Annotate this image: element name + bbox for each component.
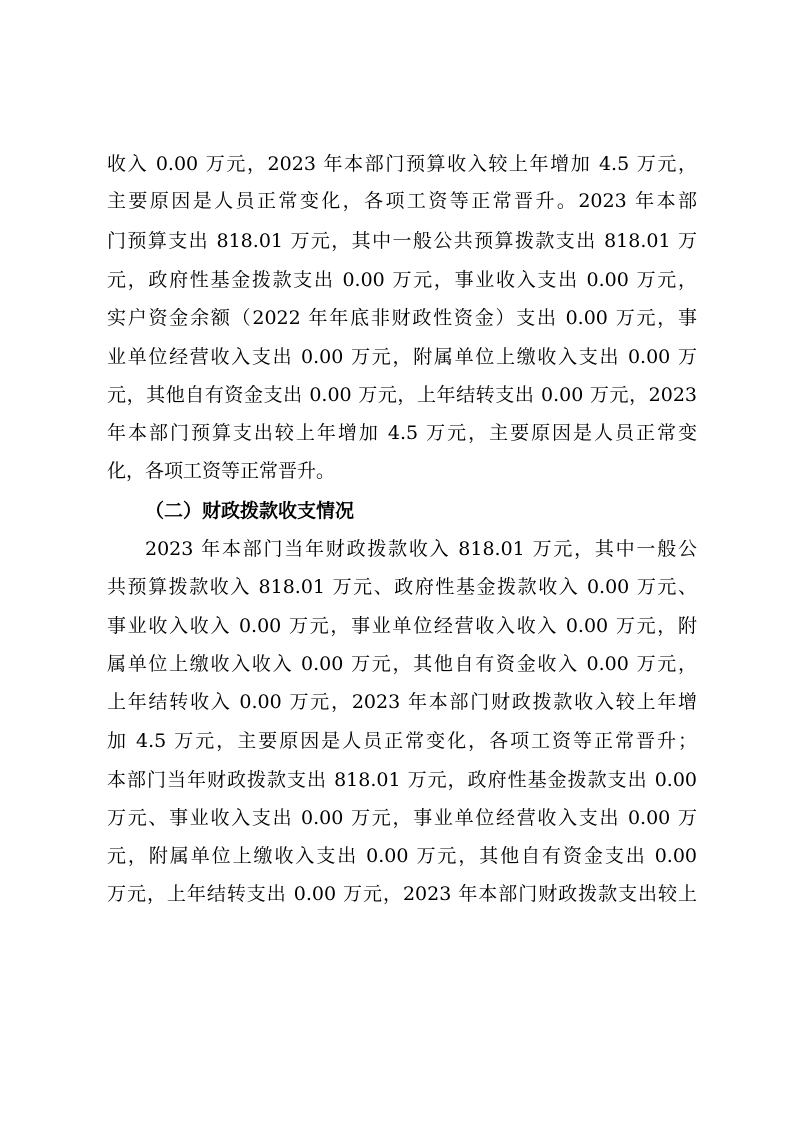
paragraph-1-line: 元，其他自有资金支出 0.00 万元，上年结转支出 0.00 万元，2023 bbox=[107, 384, 697, 406]
paragraph-1-line: 实户资金余额（2022 年年底非财政性资金）支出 0.00 万元，事 bbox=[107, 307, 697, 329]
paragraph-2-line: 上年结转收入 0.00 万元，2023 年本部门财政拨款收入较上年增 bbox=[107, 691, 697, 713]
paragraph-2-line: 元，附属单位上缴收入支出 0.00 万元，其他自有资金支出 0.00 bbox=[107, 845, 697, 867]
section-heading: （二）财政拨款收支情况 bbox=[145, 500, 355, 522]
paragraph-1-line: 门预算支出 818.01 万元，其中一般公共预算拨款支出 818.01 万 bbox=[107, 230, 697, 252]
paragraph-2-line: 加 4.5 万元，主要原因是人员正常变化，各项工资等正常晋升； bbox=[107, 730, 697, 752]
paragraph-2-line: 共预算拨款收入 818.01 万元、政府性基金拨款收入 0.00 万元、 bbox=[107, 576, 697, 598]
paragraph-1-line: 业单位经营收入支出 0.00 万元，附属单位上缴收入支出 0.00 万 bbox=[107, 346, 697, 368]
paragraph-2-line: 事业收入收入 0.00 万元，事业单位经营收入收入 0.00 万元，附 bbox=[107, 615, 697, 637]
paragraph-1-line: 主要原因是人员正常变化，各项工资等正常晋升。2023 年本部 bbox=[107, 190, 697, 212]
paragraph-1-line: 收入 0.00 万元，2023 年本部门预算收入较上年增加 4.5 万元， bbox=[107, 153, 697, 175]
paragraph-1-line: 年本部门预算支出较上年增加 4.5 万元，主要原因是人员正常变 bbox=[107, 422, 697, 444]
paragraph-2-line: 万元，上年结转支出 0.00 万元，2023 年本部门财政拨款支出较上 bbox=[107, 883, 697, 905]
paragraph-1-line: 化，各项工资等正常晋升。 bbox=[107, 460, 336, 482]
paragraph-1-line: 元，政府性基金拨款支出 0.00 万元，事业收入支出 0.00 万元， bbox=[107, 269, 697, 291]
paragraph-2-line: 2023 年本部门当年财政拨款收入 818.01 万元，其中一般公 bbox=[145, 538, 697, 560]
paragraph-2-line: 属单位上缴收入收入 0.00 万元，其他自有资金收入 0.00 万元， bbox=[107, 653, 697, 675]
paragraph-2-line: 本部门当年财政拨款支出 818.01 万元，政府性基金拨款支出 0.00 bbox=[107, 769, 697, 791]
paragraph-2-line: 万元、事业收入支出 0.00 万元，事业单位经营收入支出 0.00 万 bbox=[107, 807, 697, 829]
